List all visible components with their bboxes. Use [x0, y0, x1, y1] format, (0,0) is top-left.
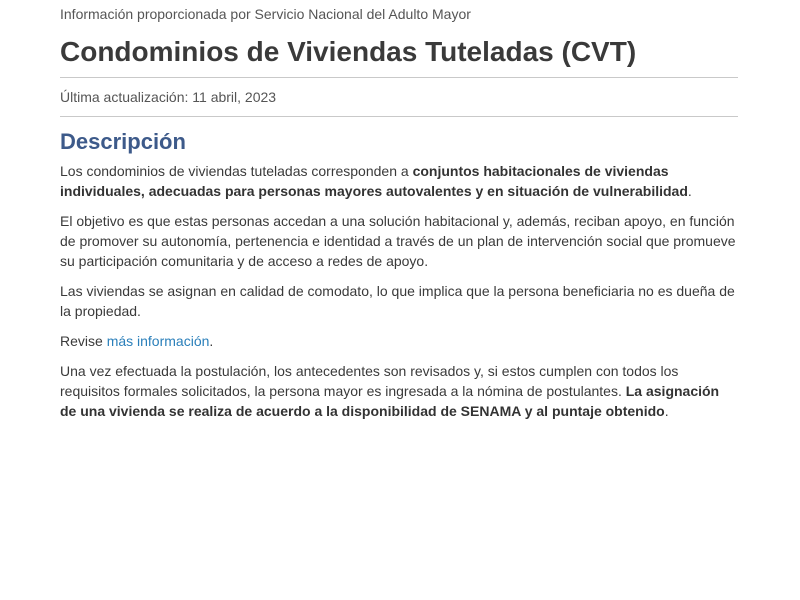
paragraph-comodato: Las viviendas se asignan en calidad de comodato, lo que implica que la persona beneficiaria no es dueña de la propiedad. [60, 283, 735, 319]
paragraph-bold: La asignación de una vivienda se realiza de acuerdo a la disponibilidad de SENAMA y al puntaje obtenido [60, 383, 720, 419]
page-title: Condominios de Viviendas Tuteladas (CVT) [60, 36, 637, 67]
provider-note: Información proporcionada por Servicio Nacional del Adulto Mayor [60, 6, 471, 22]
paragraph-more-info [60, 331, 738, 351]
page-content [60, 0, 738, 421]
more-info-link[interactable]: más información [106, 333, 210, 349]
updated-divider [60, 116, 738, 117]
paragraph-bold: conjuntos habitacionales de viviendas individuales, adecuadas para personas mayores autovalentes y en situación de vulnerabilidad [60, 163, 688, 199]
paragraph-text: Revise [60, 333, 107, 349]
section-heading-descripcion: Descripción [60, 129, 186, 154]
paragraph-end: . [687, 183, 692, 199]
paragraph-text: Los condominios de viviendas tuteladas corresponden a [60, 163, 413, 179]
paragraph-text: Una vez efectuada la postulación, los antecedentes son revisados y, si estos cumplen con todos los requisitos formales solicitados, la persona mayor es ingresada a la nómina de postulantes. [60, 363, 679, 399]
paragraph-assignment [60, 361, 738, 421]
paragraph-objective: El objetivo es que estas personas accedan a una solución habitacional y, además, reciban apoyo, en función de promover su autonomía, pertenencia e identidad a través de un plan de intervención social que promueve su participación comunitaria y de acceso a redes de apoyo. [60, 213, 736, 269]
paragraph-definition [60, 161, 738, 201]
paragraph-end: . [664, 403, 669, 419]
paragraph-end: . [209, 333, 214, 349]
last-updated: Última actualización: 11 abril, 2023 [60, 89, 277, 105]
title-divider [60, 77, 738, 78]
